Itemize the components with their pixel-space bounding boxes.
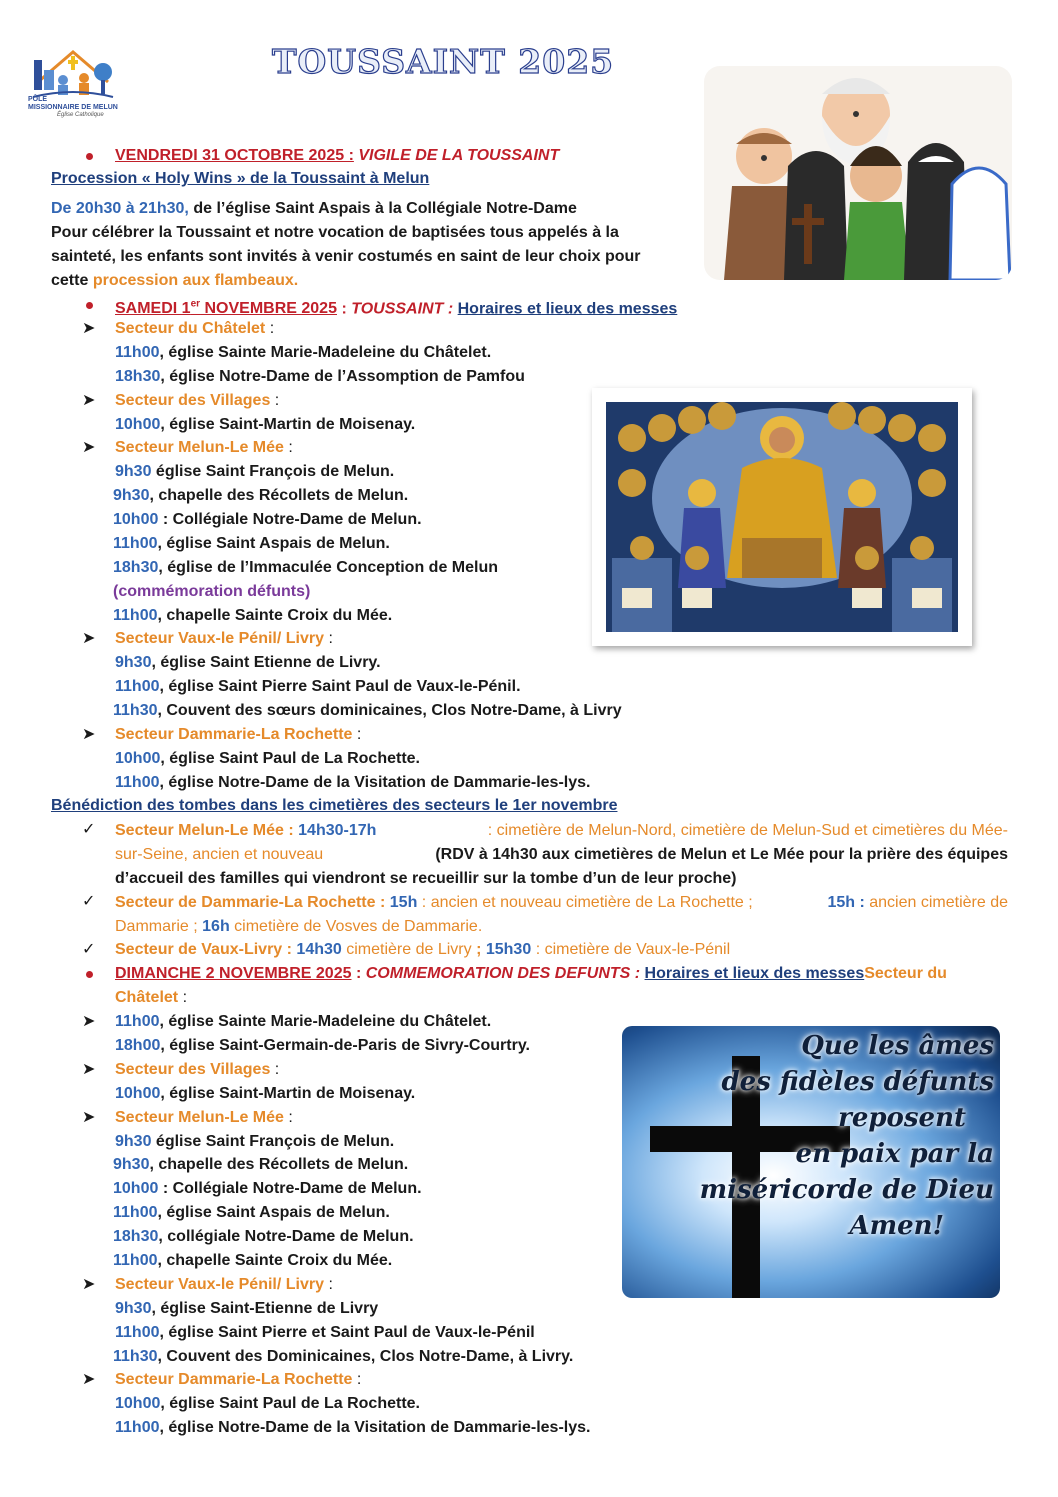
sun-mass: 11h00, église Saint Aspais de Melun.	[113, 1204, 390, 1221]
sun-mass: 11h00, église Sainte Marie-Madeleine du Châtelet.	[115, 1013, 492, 1030]
sun-mass: 9h30, église Saint-Etienne de Livry	[115, 1300, 379, 1317]
commemoration-note: (commémoration défunts)	[113, 583, 311, 600]
arrow-icon: ➤	[82, 1371, 96, 1388]
arrow-icon: ➤	[82, 1276, 96, 1293]
icon-painting-icon	[592, 388, 972, 646]
sat-mass: 9h30, église Saint Etienne de Livry.	[115, 654, 381, 671]
sun-sector-chatelet: Châtelet :	[115, 989, 188, 1006]
sun-mass: 18h30, collégiale Notre-Dame de Melun.	[113, 1228, 414, 1245]
blessing-title: Bénédiction des tombes dans les cimetières des secteurs le 1er novembre	[51, 797, 618, 814]
arrow-icon: ➤	[82, 1061, 96, 1078]
cross-prayer-image	[622, 1026, 1000, 1298]
all-saints-icon-image	[592, 388, 972, 646]
procession-title: Procession « Holy Wins » de la Toussaint à Melun	[51, 170, 430, 187]
sun-mass: 10h00 : Collégiale Notre-Dame de Melun.	[113, 1180, 422, 1197]
sun-mass: 11h00, église Notre-Dame de la Visitation de Dammarie-les-lys.	[115, 1419, 591, 1436]
blessing-item-vaux: Secteur de Vaux-Livry : 14h30 cimetière de Livry ; 15h30 : cimetière de Vaux-le-Pénil	[115, 941, 731, 958]
logo-text: PÔLE MISSIONNAIRE DE MELUN	[28, 96, 118, 111]
bullet-icon	[86, 302, 93, 309]
arrow-icon: ➤	[82, 726, 96, 743]
sun-mass: 11h00, chapelle Sainte Croix du Mée.	[113, 1252, 393, 1269]
sat-mass: 10h00, église Saint Paul de La Rochette.	[115, 750, 420, 767]
arrow-icon: ➤	[82, 1013, 96, 1030]
sat-mass: 11h00, chapelle Sainte Croix du Mée.	[113, 607, 393, 624]
sat-mass: 10h00, église Saint-Martin de Moisenay.	[115, 416, 416, 433]
arrow-icon: ➤	[82, 1109, 96, 1126]
saints-cartoon-icon	[704, 66, 1012, 280]
church-logo-icon	[28, 42, 138, 102]
sun-mass: 10h00, église Saint Paul de La Rochette.	[115, 1395, 420, 1412]
blessing-item-melun: Secteur Melun-Le Mée : 14h30-17h : cimetière de Melun-Nord, cimetière de Melun-Sud et cimetières du Mée- sur-Seine, ancien et nouveau (RDV à 14h30 aux cimetières de Melun et Le Mée pour la prière des équipes d’accueil des familles qui viendront se recueillir sur la tombe d’un de leur proche)	[115, 822, 1008, 887]
saints-illustration	[704, 66, 1012, 280]
blessing-item-dammarie: Secteur de Dammarie-La Rochette : 15h : ancien et nouveau cimetière de La Rochette ; 15h : ancien cimetière de Dammarie ; 16h cimetière de Vosves de Dammarie.	[115, 894, 1008, 935]
sat-mass: 9h30, chapelle des Récollets de Melun.	[113, 487, 409, 504]
sat-mass: 11h00, église Sainte Marie-Madeleine du Châtelet.	[115, 344, 492, 361]
sun-mass: 9h30, chapelle des Récollets de Melun.	[113, 1156, 409, 1173]
sat-sector-vaux: Secteur Vaux-le Pénil/ Livry :	[115, 630, 333, 647]
checkmark-icon: ✓	[82, 941, 96, 958]
prayer-text: Que les âmes des fidèles défunts reposent en paix par la miséricorde de Dieu Amen!	[699, 1031, 994, 1241]
sunday-heading: DIMANCHE 2 NOVEMBRE 2025 : COMMEMORATION DES DEFUNTS : Horaires et lieux des messesSecteur du	[115, 965, 947, 982]
sat-mass: 11h00, église Notre-Dame de la Visitation de Dammarie-les-lys.	[115, 774, 591, 791]
sun-sector-melun: Secteur Melun-Le Mée :	[115, 1109, 293, 1126]
bullet-icon	[86, 153, 93, 160]
arrow-icon: ➤	[82, 320, 96, 337]
sun-sector-dammarie: Secteur Dammarie-La Rochette :	[115, 1371, 362, 1388]
friday-line3: sainteté, les enfants sont invités à venir costumés en saint de leur choix pour	[51, 248, 641, 265]
sat-mass: 11h30, Couvent des sœurs dominicaines, Clos Notre-Dame, à Livry	[113, 702, 622, 719]
sun-mass: 11h00, église Saint Pierre et Saint Paul de Vaux-le-Pénil	[115, 1324, 535, 1341]
checkmark-icon: ✓	[82, 821, 96, 838]
sun-mass: 10h00, église Saint-Martin de Moisenay.	[115, 1085, 416, 1102]
arrow-icon: ➤	[82, 630, 96, 647]
sun-mass: 18h00, église Saint-Germain-de-Paris de Sivry-Courtry.	[115, 1037, 530, 1054]
saturday-heading: SAMEDI 1er NOVEMBRE 2025 : TOUSSAINT : Horaires et lieux des messes	[115, 299, 678, 318]
checkmark-icon: ✓	[82, 893, 96, 910]
arrow-icon: ➤	[82, 439, 96, 456]
sat-mass: 18h30, église Notre-Dame de l’Assomption de Pamfou	[115, 368, 525, 385]
bullet-icon	[86, 971, 93, 978]
logo-subtext: Église Catholique	[57, 112, 104, 118]
sat-mass: 11h00, église Saint Pierre Saint Paul de Vaux-le-Pénil.	[115, 678, 521, 695]
friday-line4: cette procession aux flambeaux.	[51, 272, 299, 289]
sat-sector-dammarie: Secteur Dammarie-La Rochette :	[115, 726, 362, 743]
arrow-icon: ➤	[82, 392, 96, 409]
sat-mass: 18h30, église de l’Immaculée Conception de Melun	[113, 559, 499, 576]
sun-mass: 11h30, Couvent des Dominicaines, Clos Notre-Dame, à Livry.	[113, 1348, 574, 1365]
sat-mass: 11h00, église Saint Aspais de Melun.	[113, 535, 390, 552]
sat-sector-villages: Secteur des Villages :	[115, 392, 280, 409]
sun-mass: 9h30 église Saint François de Melun.	[115, 1133, 395, 1150]
friday-line2: Pour célébrer la Toussaint et notre vocation de baptisées tous appelés à la	[51, 224, 619, 241]
sun-sector-villages: Secteur des Villages :	[115, 1061, 280, 1078]
sat-mass: 10h00 : Collégiale Notre-Dame de Melun.	[113, 511, 422, 528]
friday-heading: VENDREDI 31 OCTOBRE 2025 : VIGILE DE LA TOUSSAINT	[115, 147, 560, 164]
friday-line1: De 20h30 à 21h30, de l’église Saint Aspais à la Collégiale Notre-Dame	[51, 200, 577, 217]
sat-sector-chatelet: Secteur du Châtelet :	[115, 320, 275, 337]
page-title: TOUSSAINT 2025	[272, 42, 615, 81]
sat-mass: 9h30 église Saint François de Melun.	[115, 463, 395, 480]
sat-sector-melun: Secteur Melun-Le Mée :	[115, 439, 293, 456]
sun-sector-vaux: Secteur Vaux-le Pénil/ Livry :	[115, 1276, 333, 1293]
